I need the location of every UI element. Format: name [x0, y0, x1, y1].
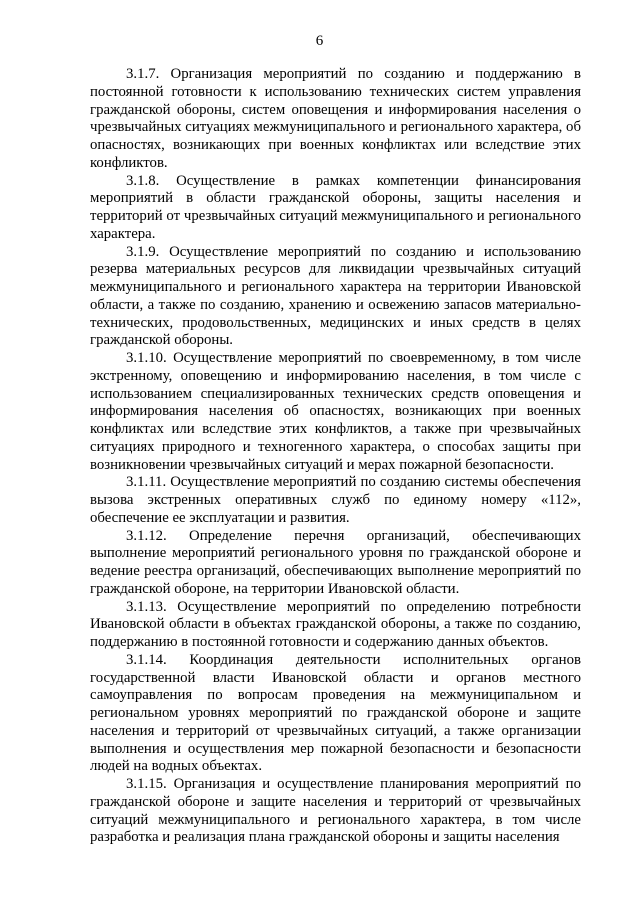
page-number: 6: [315, 33, 324, 49]
paragraph-3-1-8: 3.1.8. Осуществление в рамках компетенции финансирования мероприятий в области гражданской обороны, защиты населения и территорий от чрезвычайных ситуаций межмуниципального и регионального характера.: [90, 172, 581, 242]
paragraph-3-1-12: 3.1.12. Определение перечня организаций, обеспечивающих выполнение мероприятий регионального уровня по гражданской обороне и ведение реестра организаций, обеспечивающих выполнение мероприятий по гражданской обороне, на территории Ивановской области.: [90, 527, 581, 597]
paragraph-3-1-9: 3.1.9. Осуществление мероприятий по созданию и использованию резерва материальных ресурсов для ликвидации чрезвычайных ситуаций межмуниципального и регионального характера на территории Ивановской области, а также по созданию, хранению и освежению запасов материально-технических, продовольственных, медицинских и иных средств в целях гражданской обороны.: [90, 243, 581, 349]
paragraph-3-1-15: 3.1.15. Организация и осуществление планирования мероприятий по гражданской обороне и защите населения и территорий от чрезвычайных ситуаций межмуниципального и регионального характера, в том числе разработка и реализация плана гражданской обороны и защиты населения: [90, 776, 581, 846]
paragraph-3-1-13: 3.1.13. Осуществление мероприятий по определению потребности Ивановской области в объектах гражданской обороны, а также по созданию, поддержанию в постоянной готовности и содержанию данных объектов.: [90, 598, 581, 650]
paragraph-3-1-7: 3.1.7. Организация мероприятий по созданию и поддержанию в постоянной готовности к использованию технических систем управления гражданской обороны, систем оповещения и информирования населения о чрезвычайных ситуациях межмуниципального и регионального характера, об опасностях, возникающих при военных конфликтах или вследствие этих конфликтов.: [90, 66, 581, 171]
paragraph-3-1-10: 3.1.10. Осуществление мероприятий по своевременному, в том числе экстренному, оповещению и информированию населения, в том числе с использованием специализированных технических средств оповещения и информирования населения об опасностях, возникающих при военных конфликтах или вследствие этих конфликтов, а также при чрезвычайных ситуациях природного и техногенного характера, о способах защиты при возникновении чрезвычайных ситуаций и мерах пожарной безопасности.: [90, 350, 581, 473]
document-body: [90, 66, 581, 847]
paragraph-3-1-11: 3.1.11. Осуществление мероприятий по созданию системы обеспечения вызова экстренных оперативных служб по единому номеру «112», обеспечение ее эксплуатации и развития.: [90, 474, 581, 526]
paragraph-3-1-14: 3.1.14. Координация деятельности исполнительных органов государственной власти Ивановской области и органов местного самоуправления по вопросам проведения на межмуниципальном и региональном уровнях мероприятий по гражданской обороне и защите населения и территорий от чрезвычайных ситуаций, а также организации выполнения и осуществления мер пожарной безопасности и безопасности людей на водных объектах.: [90, 651, 581, 775]
